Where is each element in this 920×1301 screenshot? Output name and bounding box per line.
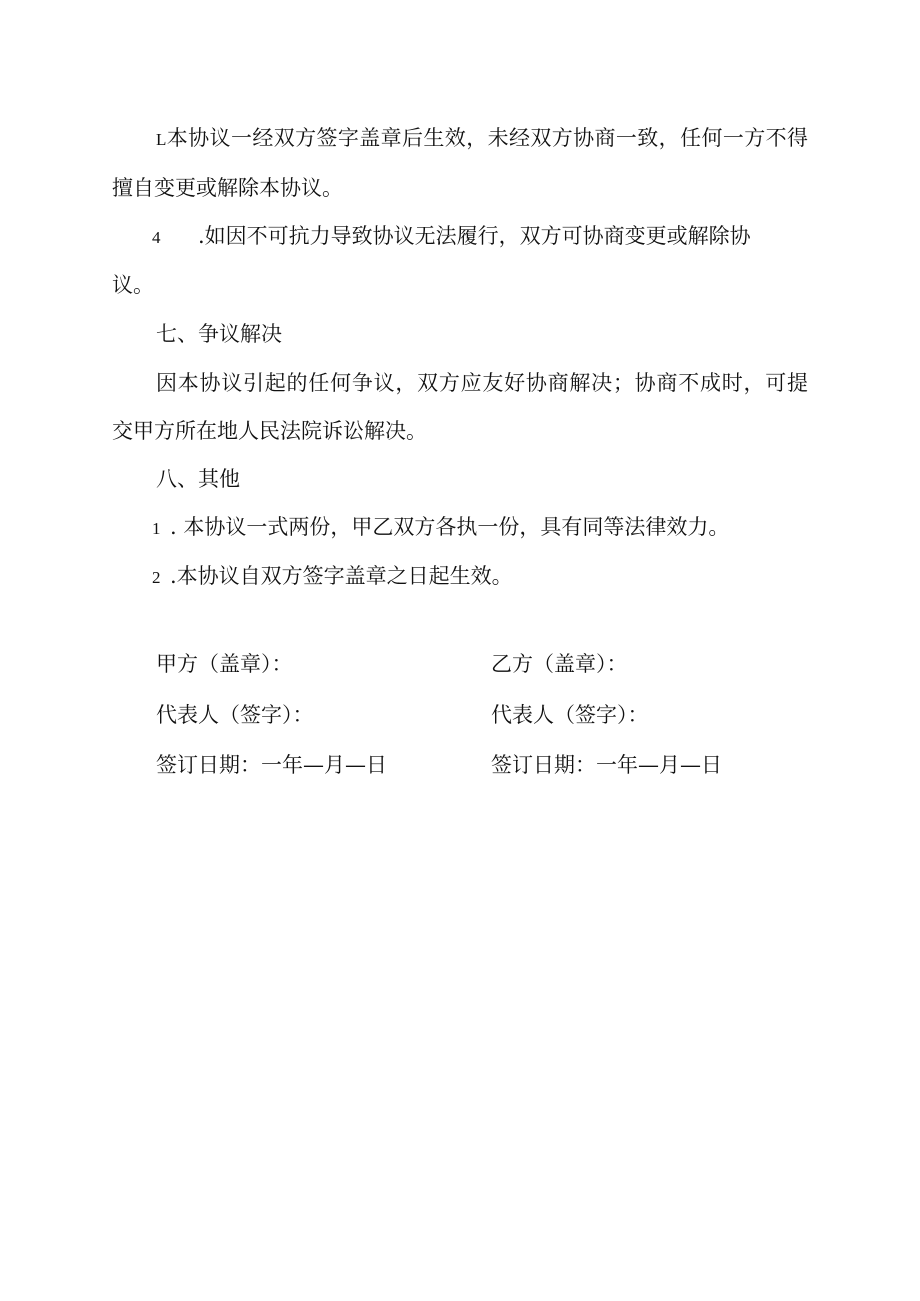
clause-3-line-2: 擅自变更或解除本协议。 xyxy=(112,176,343,200)
party-b-date: 签订日期：一年—月—日 xyxy=(491,753,722,777)
item-1-marker: 1 xyxy=(152,519,161,538)
party-b-seal: 乙方（盖章）： xyxy=(491,652,628,676)
party-a-date: 签订日期：一年—月—日 xyxy=(156,753,387,777)
item-2-marker: 2 xyxy=(152,568,161,587)
clause-3-text: 本协议一经双方签字盖章后生效，未经双方协商一致，任何一方不得 xyxy=(166,126,808,150)
item-2-text: .本协议自双方签字盖章之日起生效。 xyxy=(170,564,513,588)
section-7-heading: 七、争议解决 xyxy=(156,322,282,346)
section-8-item-1 xyxy=(152,513,729,543)
section-7-line-2: 交甲方所在地人民法院诉讼解决。 xyxy=(112,419,427,443)
clause-4-text: .如因不可抗力导致协议无法履行，双方可协商变更或解除协 xyxy=(198,224,751,248)
clause-3-line-1 xyxy=(156,124,808,154)
clause-4-marker: 4 xyxy=(152,228,161,247)
party-a-representative: 代表人（签字）： xyxy=(156,703,314,727)
item-1-text: . 本协议一式两份，甲乙双方各执一份，具有同等法律效力。 xyxy=(170,515,730,539)
section-8-heading: 八、其他 xyxy=(156,467,240,491)
clause-4-line-2: 议。 xyxy=(112,273,154,297)
party-a-seal: 甲方（盖章）： xyxy=(156,652,293,676)
clause-3-marker: L xyxy=(156,130,167,149)
clause-4-line-1 xyxy=(152,222,751,252)
party-b-representative: 代表人（签字）： xyxy=(491,703,649,727)
section-8-item-2 xyxy=(152,562,513,592)
section-7-line-1: 因本协议引起的任何争议，双方应友好协商解决；协商不成时，可提 xyxy=(156,371,808,395)
